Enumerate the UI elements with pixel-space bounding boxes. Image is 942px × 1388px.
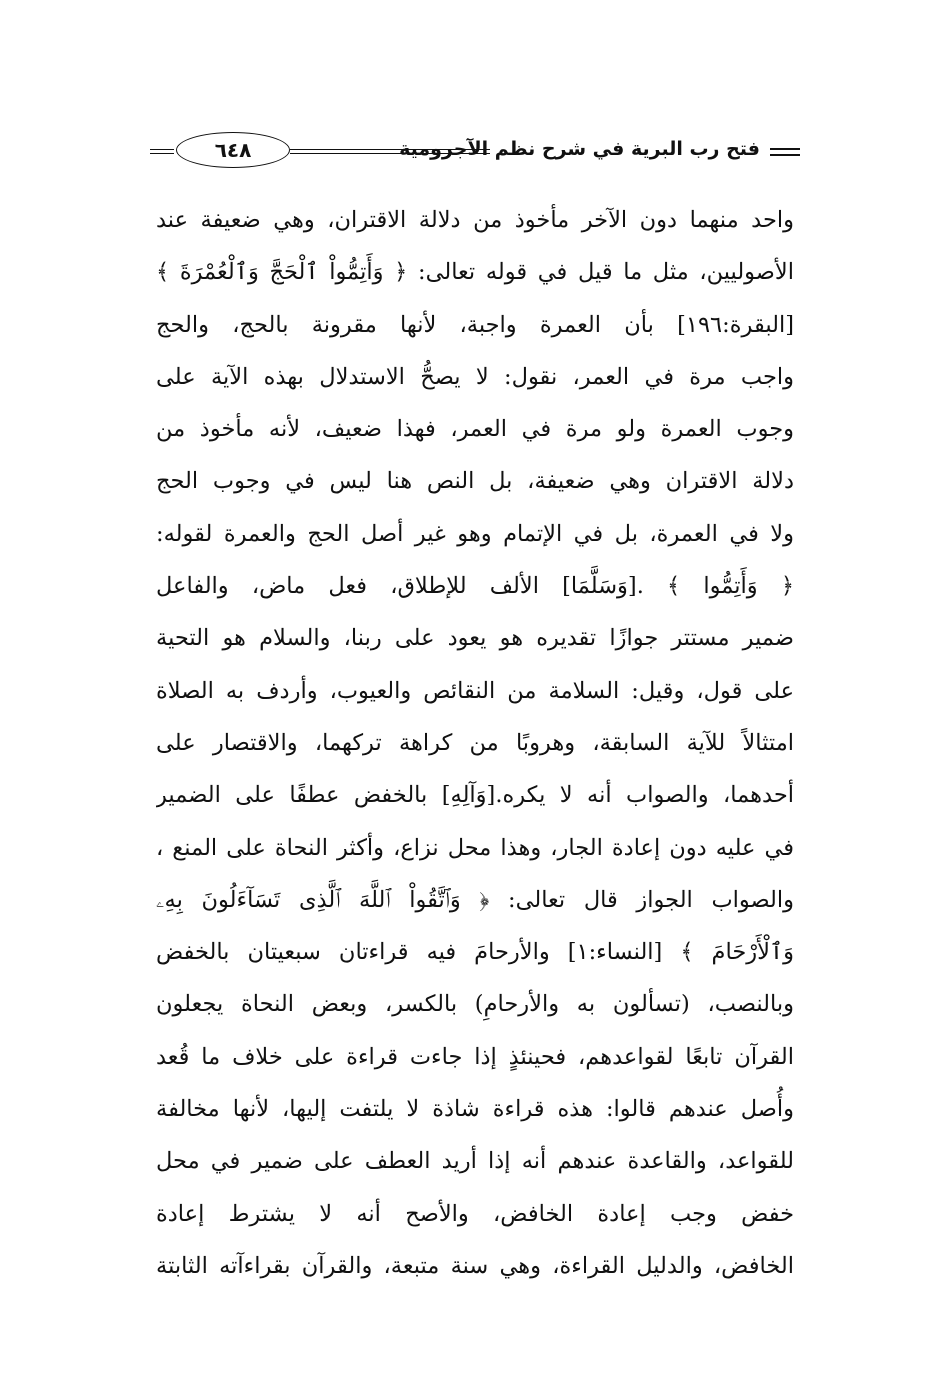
text-line: امتثالاً للآية السابقة، وهروبًا من كراهة تركهما، والاقتصار على [156,729,794,756]
text-line: وجوب العمرة ولو مرة في العمر، فهذا ضعيف، لأنه مأخوذ من [156,416,794,443]
text-line: ﴿ وَأَتِمُّوا ﴾ .[وَسَلَّمَا] الألف للإطلاق، فعل ماض، والفاعل [156,573,794,600]
text-line: خفض وجب إعادة الخافض، والأصح أنه لا يشترط إعادة [156,1200,794,1227]
text-line: ضمير مستتر جوازًا تقديره هو يعود على ربنا، والسلام هو التحية [156,625,794,652]
text-line: للقواعد، والقاعدة عندهم أنه إذا أريد العطف على ضمير في محل [156,1148,794,1175]
text-line: على قول، وقيل: السلامة من النقائص والعيوب، وأردف به الصلاة [156,677,794,704]
header-ornament-right [770,148,800,156]
text-line: واحد منهما دون الآخر مأخوذ من دلالة الاقتران، وهي ضعيفة عند [156,207,794,233]
text-line: الأصوليين، مثل ما قيل في قوله تعالى: ﴿ وَأَتِمُّواْ ٱلْحَجَّ وَٱلْعُمْرَةَ ﴾ [156,259,794,286]
text-line: أحدهما، والصواب أنه لا يكره.[وَآلِهِ] بالخفض عطفًا على الضمير [156,782,794,809]
text-line: وأُصل عندهم قالوا: هذه قراءة شاذة لا يلتفت إليها، لأنها مخالفة [156,1096,794,1123]
text-line: [البقرة:١٩٦] بأن العمرة واجبة، لأنها مقرونة بالحج، والحج [156,311,794,338]
page-number: ٦٤٨ [176,132,290,168]
text-line: القرآن تابعًا لقواعدهم، فحينئذٍ إذا جاءت قراءة على خلاف ما قُعد [156,1043,794,1070]
text-line: في عليه دون إعادة الجار، وهذا محل نزاع، وأكثر النحاة على المنع ، [156,834,794,861]
text-line: والصواب الجواز قال تعالى: ﴿ وَٱتَّقُواْ ٱللَّهَ ٱلَّذِى تَسَآءَلُونَ بِهِۦ [156,886,794,913]
header-ornament-left [150,149,174,154]
page-body [156,194,794,1292]
book-title: فتح رب البرية في شرح نظم الآجرومية [399,138,760,160]
header-rule [290,149,490,154]
text-line: ولا في العمرة، بل في الإتمام وهو غير أصل الحج والعمرة لقوله: [156,520,794,547]
text-line: الخافض، والدليل القراءة، وهي سنة متبعة، والقرآن بقراءآته الثابتة [156,1252,794,1279]
text-line: وَٱلْأَرْحَامَ ﴾ [النساء:١] والأرحامَ فيه قراءتان سبعيتان بالخفض [156,939,794,966]
text-line: وبالنصب، (تسألون به والأرحامِ) بالكسر، وبعض النحاة يجعلون [156,991,794,1018]
text-line: واجب مرة في العمر، نقول: لا يصحُّ الاستدلال بهذه الآية على [156,363,794,390]
running-header [150,132,800,172]
text-line: دلالة الاقتران وهي ضعيفة، بل النص هنا ليس في وجوب الحج [156,468,794,495]
